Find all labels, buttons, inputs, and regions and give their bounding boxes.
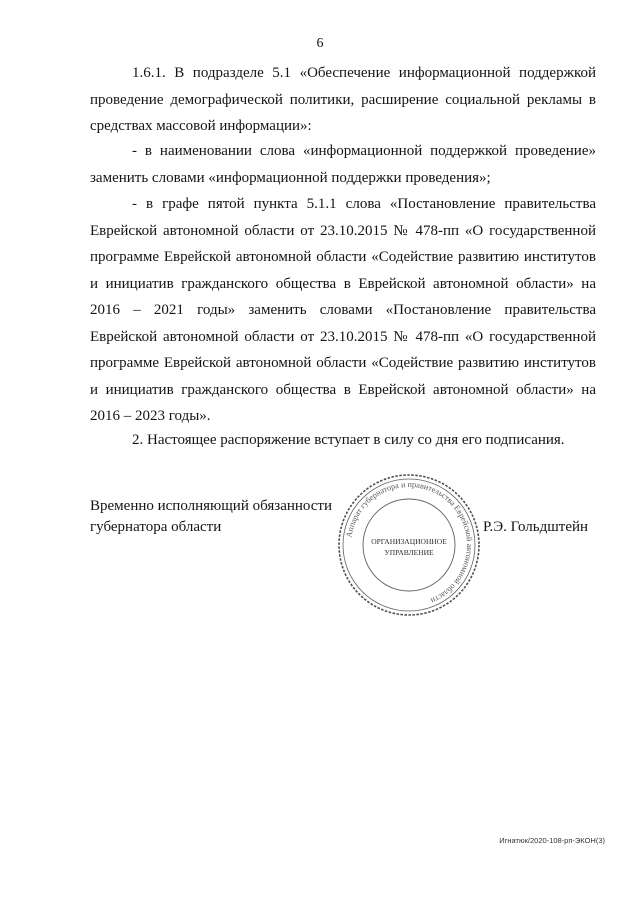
paragraph-effective-date — [90, 427, 596, 454]
paragraph-text: - в наименовании слова «информационной поддержкой проведение» заменить словами «информационной поддержки проведения»; — [90, 143, 596, 186]
seal-inner-line-2: УПРАВЛЕНИЕ — [384, 548, 434, 557]
footer-reference: Игнатюк/2020-108-рп-ЭКОН(3) — [499, 836, 605, 845]
signatory-position-line-2: губернатора области — [90, 519, 222, 535]
paragraph-text: 1.6.1. В подразделе 5.1 «Обеспечение информационной поддержкой проведение демографической политики, расширение социальной рекламы в средствах массовой информации»: — [90, 65, 596, 134]
paragraph-rename-item — [90, 138, 596, 191]
signatory-name: Р.Э. Гольдштейн — [483, 519, 589, 535]
signatory-position-line-1: Временно исполняющий обязанности — [90, 498, 333, 514]
official-seal — [334, 470, 484, 620]
paragraph-text: 2. Настоящее распоряжение вступает в силу со дня его подписания. — [132, 432, 565, 448]
paragraph-column-five — [90, 191, 596, 430]
page-number: 6 — [316, 36, 324, 51]
paragraph-text: - в графе пятой пункта 5.1.1 слова «Постановление правительства Еврейской автономной области от 23.10.2015 № 478-пп «О государственной программе Еврейской автономной области «Содействие развитию институтов и инициатив гражданского общества в Еврейской автономной области» на 2016 – 2021 годы» заменить словами «Постановление правительства Еврейской автономной области от 23.10.2015 № 478-пп «О государственной программе Еврейской автономной области «Содействие развитию институтов и инициатив гражданского общества в Еврейской автономной области» на 2016 – 2023 годы». — [90, 196, 596, 424]
seal-outer-text: Аппарат губернатора и правительства Еврейской автономной области — [344, 479, 475, 606]
paragraph-1-6-1 — [90, 60, 596, 140]
seal-inner-line-1: ОРГАНИЗАЦИОННОЕ — [371, 537, 447, 546]
signatory-position — [90, 496, 332, 538]
